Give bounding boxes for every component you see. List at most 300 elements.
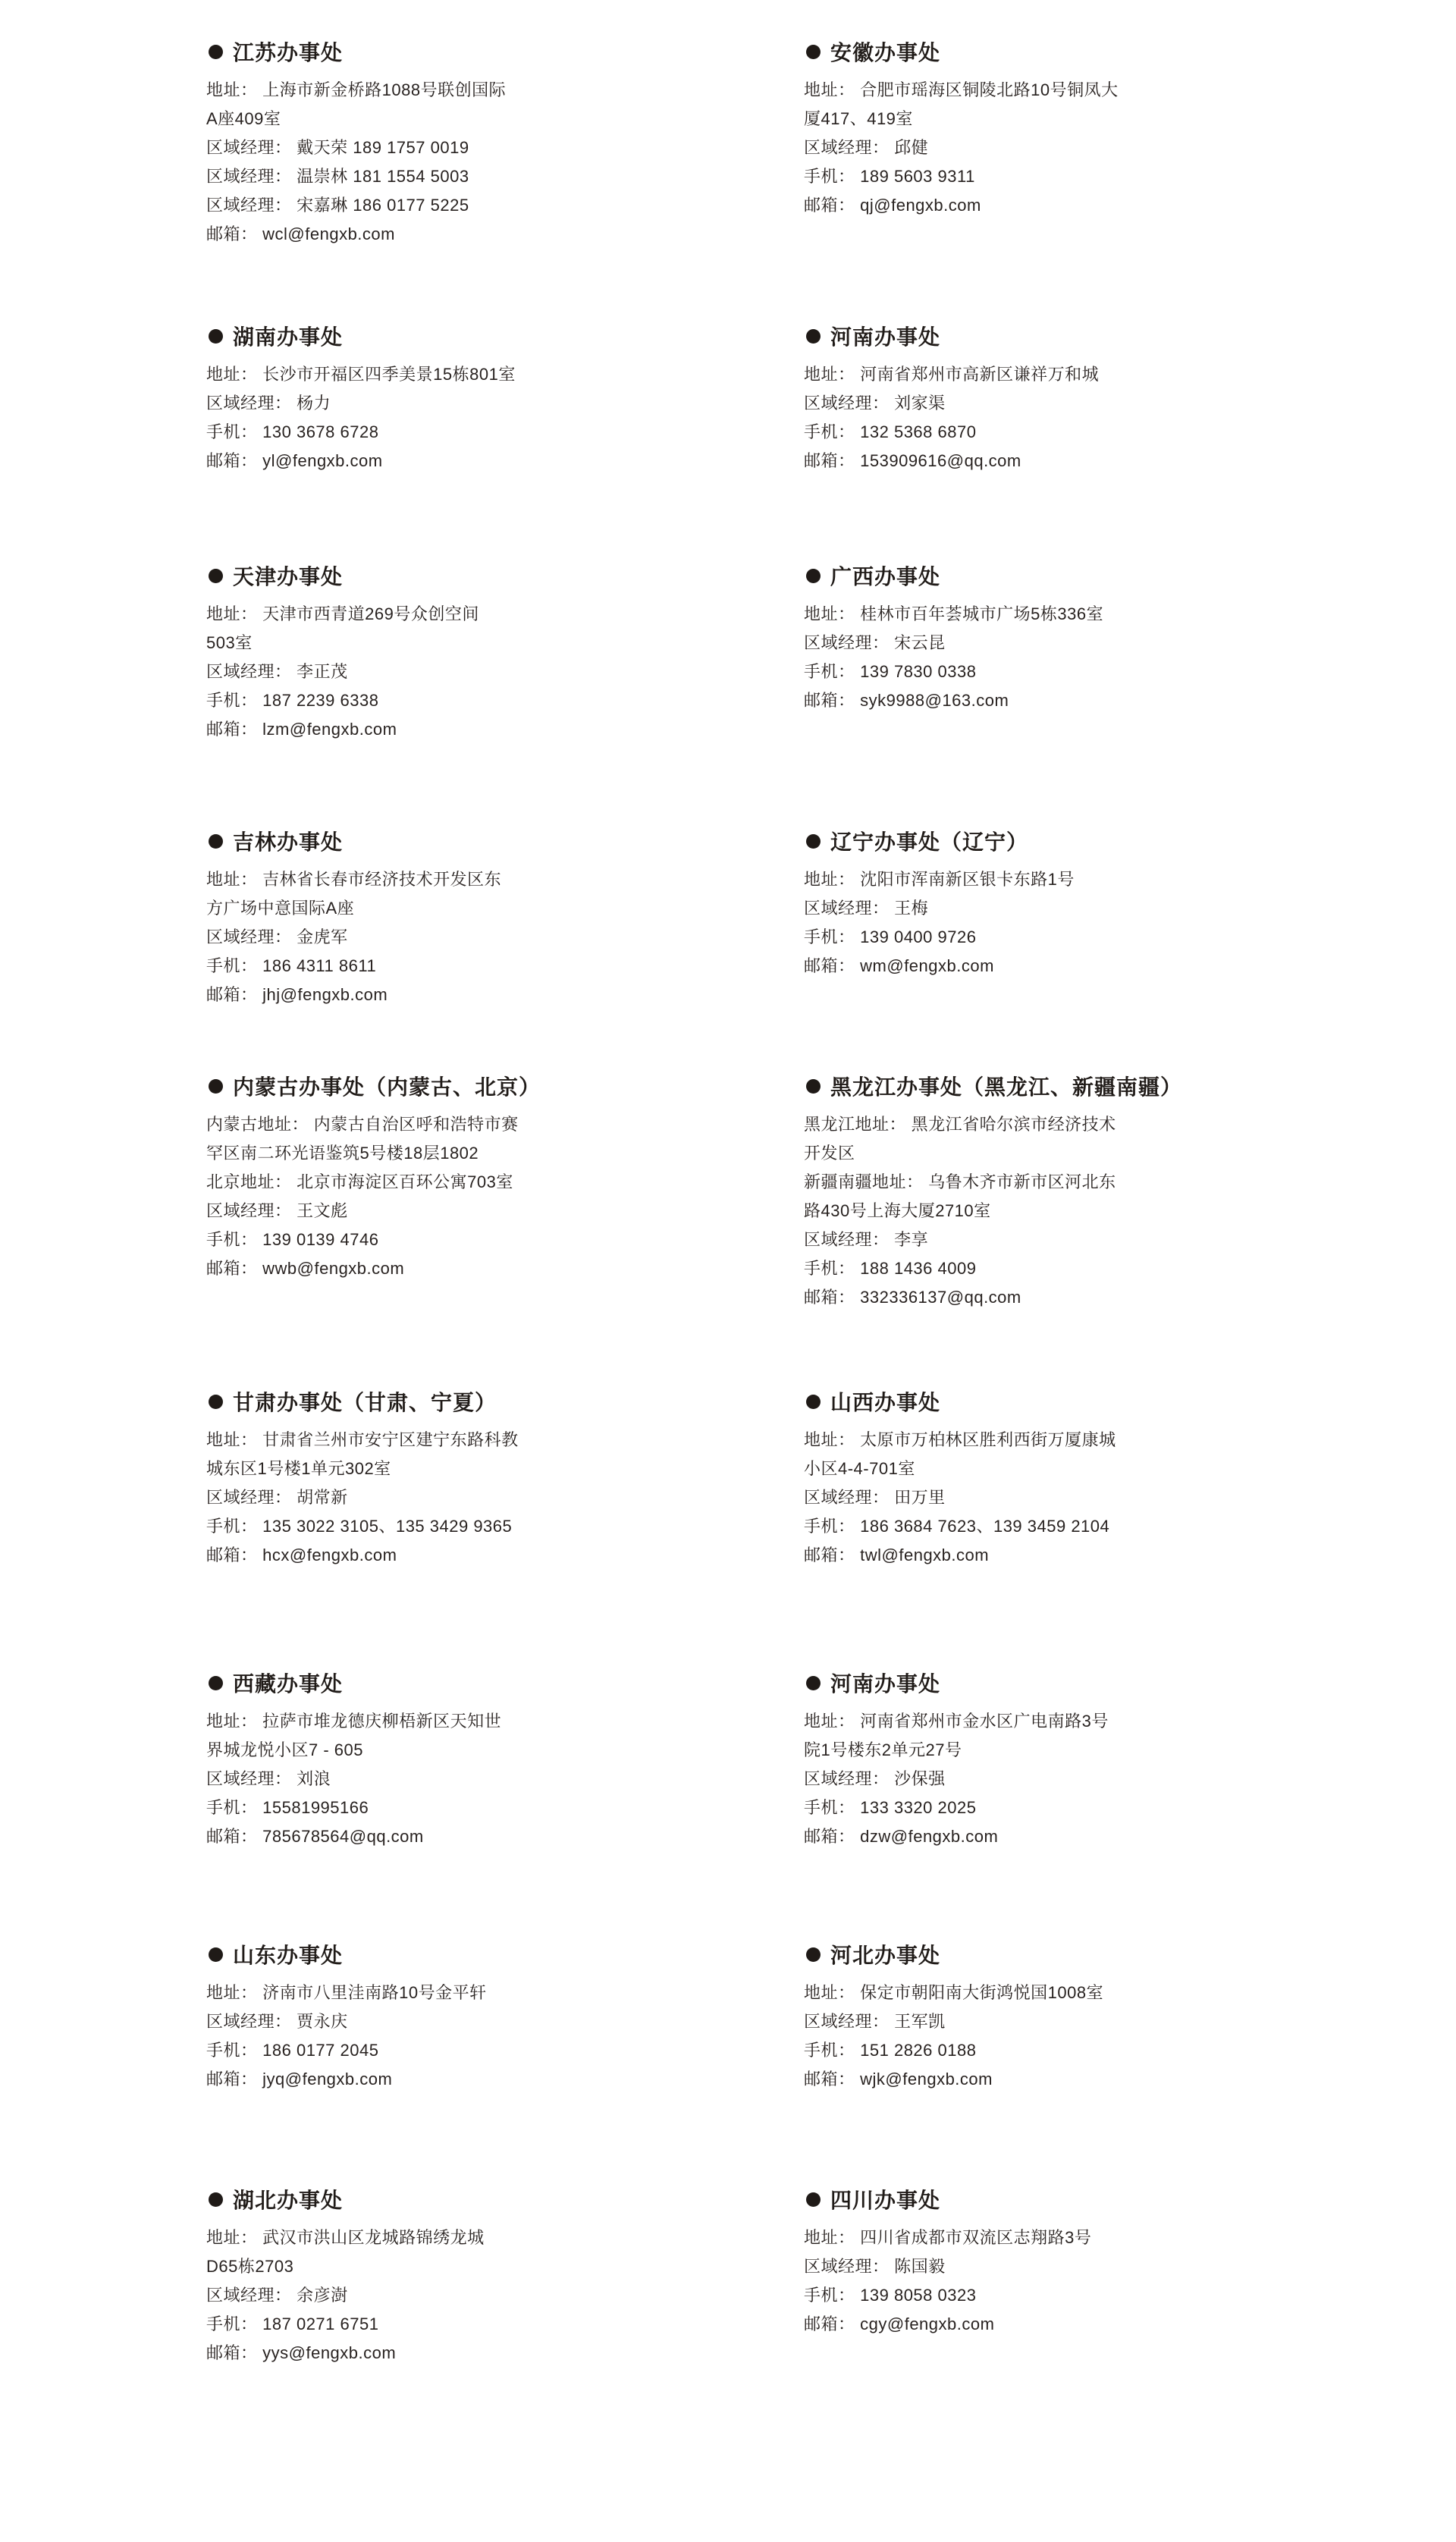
field-value: dzw@fengxb.com (860, 1827, 999, 1846)
field-label: 邮箱： (206, 1546, 258, 1564)
office-detail-line (206, 629, 676, 657)
office-name: 山东办事处 (233, 1944, 344, 1967)
office-detail-line (206, 600, 676, 629)
field-label: 区域经理： (206, 927, 292, 946)
field-value: 界城龙悦小区7 - 605 (206, 1740, 363, 1759)
office-title (804, 1386, 1274, 1417)
office-title (804, 36, 1274, 67)
office-detail-line (206, 76, 676, 105)
office-title (206, 1668, 676, 1698)
office-block (804, 1939, 1274, 2094)
field-label: 手机： (804, 1259, 855, 1278)
field-value: 开发区 (804, 1144, 855, 1163)
office-detail-line (804, 865, 1274, 894)
bullet-icon (806, 1079, 821, 1094)
field-value: 保定市朝阳南大街鸿悦国1008室 (860, 1983, 1104, 2002)
office-title (206, 1071, 676, 1101)
field-value: 长沙市开福区四季美景15栋801室 (262, 365, 516, 384)
field-value: 甘肃省兰州市安宁区建宁东路科教 (262, 1430, 519, 1449)
field-label: 区域经理： (804, 2257, 890, 2276)
office-detail-line (206, 1979, 676, 2007)
office-detail-line (206, 2339, 676, 2368)
field-value: wm@fengxb.com (860, 956, 994, 975)
field-label: 地址： (804, 1983, 855, 2002)
field-value: 河南省郑州市高新区谦祥万和城 (860, 365, 1100, 384)
office-name: 河南办事处 (830, 325, 941, 349)
field-value: 杨力 (297, 394, 331, 413)
office-detail-line (804, 894, 1274, 923)
office-detail-line (804, 657, 1274, 686)
field-value: 15581995166 (262, 1798, 369, 1817)
field-label: 手机： (206, 2314, 258, 2333)
field-label: 手机： (206, 1517, 258, 1536)
office-detail-line (804, 1483, 1274, 1512)
office-name: 吉林办事处 (233, 830, 344, 854)
office-detail-line (206, 2252, 676, 2281)
office-name: 西藏办事处 (233, 1672, 344, 1696)
field-value: 济南市八里洼南路10号金平轩 (262, 1983, 487, 2002)
field-label: 区域经理： (206, 167, 292, 186)
field-label: 手机： (804, 2041, 855, 2060)
field-label: 邮箱： (804, 2070, 855, 2089)
field-label: 区域经理： (206, 1201, 292, 1220)
field-value: qj@fengxb.com (860, 196, 981, 215)
office-name: 江苏办事处 (233, 41, 344, 64)
field-label: 邮箱： (804, 1288, 855, 1307)
field-label: 地址： (206, 1712, 258, 1731)
field-label: 邮箱： (206, 224, 258, 243)
office-name: 山西办事处 (830, 1391, 941, 1414)
office-detail-line (206, 389, 676, 418)
bullet-icon (806, 1395, 821, 1409)
field-value: 187 2239 6338 (262, 691, 379, 710)
office-block (206, 2184, 676, 2368)
field-value: 133 3320 2025 (860, 1798, 977, 1817)
office-detail-line (206, 2281, 676, 2310)
office-detail-line (804, 2223, 1274, 2252)
field-value: 小区4-4-701室 (804, 1459, 915, 1478)
field-label: 地址： (804, 1430, 855, 1449)
office-detail-line (206, 2065, 676, 2094)
office-name: 河北办事处 (830, 1944, 941, 1967)
field-label: 手机： (206, 1230, 258, 1249)
field-value: 戴天荣 189 1757 0019 (297, 138, 469, 157)
bullet-icon (806, 329, 821, 344)
office-block (804, 2184, 1274, 2339)
field-label: 北京地址： (206, 1172, 292, 1191)
office-detail-line (804, 629, 1274, 657)
office-detail-line (206, 1512, 676, 1541)
field-value: 方广场中意国际A座 (206, 899, 355, 918)
field-label: 地址： (804, 365, 855, 384)
office-name: 广西办事处 (830, 565, 941, 588)
field-value: 沈阳市浑南新区银卡东路1号 (860, 870, 1075, 889)
office-block (804, 1071, 1274, 1312)
field-value: 139 8058 0323 (860, 2286, 977, 2305)
field-label: 邮箱： (206, 1259, 258, 1278)
field-label: 区域经理： (804, 2012, 890, 2031)
office-detail-line (804, 1225, 1274, 1254)
field-label: 邮箱： (206, 451, 258, 470)
field-label: 手机： (804, 1798, 855, 1817)
field-value: 邱健 (894, 138, 929, 157)
field-value: 186 0177 2045 (262, 2041, 379, 2060)
office-detail-line (206, 1455, 676, 1483)
field-value: 李享 (894, 1230, 929, 1249)
field-value: 188 1436 4009 (860, 1259, 977, 1278)
office-detail-line (206, 981, 676, 1009)
office-detail-line (206, 1254, 676, 1283)
office-detail-line (804, 952, 1274, 981)
office-detail-line (206, 162, 676, 191)
office-name: 内蒙古办事处（内蒙古、北京） (233, 1075, 541, 1099)
office-block (804, 826, 1274, 981)
field-label: 区域经理： (804, 1230, 890, 1249)
field-value: 温崇林 181 1554 5003 (297, 167, 469, 186)
office-detail-line (206, 2223, 676, 2252)
office-detail-line (804, 1455, 1274, 1483)
field-label: 邮箱： (804, 196, 855, 215)
field-label: 黑龙江地址： (804, 1115, 907, 1134)
bullet-icon (806, 45, 821, 59)
office-detail-line (206, 1794, 676, 1822)
field-value: lzm@fengxb.com (262, 720, 397, 739)
field-label: 区域经理： (804, 633, 890, 652)
office-title (804, 1939, 1274, 1969)
field-value: 189 5603 9311 (860, 167, 975, 186)
field-label: 地址： (804, 80, 855, 99)
field-value: hcx@fengxb.com (262, 1546, 397, 1564)
field-value: yys@fengxb.com (262, 2343, 397, 2362)
office-detail-line (206, 2036, 676, 2065)
office-detail-line (206, 105, 676, 133)
bullet-icon (209, 329, 223, 344)
office-detail-line (206, 1541, 676, 1570)
bullet-icon (209, 1947, 223, 1962)
office-detail-line (804, 686, 1274, 715)
field-value: 503室 (206, 633, 253, 652)
office-detail-line (804, 1254, 1274, 1283)
office-detail-line (804, 2007, 1274, 2036)
field-value: 胡常新 (297, 1488, 348, 1507)
field-label: 手机： (206, 422, 258, 441)
office-title (206, 1939, 676, 1969)
field-value: 拉萨市堆龙德庆柳梧新区天知世 (262, 1712, 502, 1731)
field-label: 手机： (206, 1798, 258, 1817)
field-label: 手机： (804, 2286, 855, 2305)
field-value: D65栋2703 (206, 2257, 294, 2276)
office-detail-line (804, 1197, 1274, 1225)
bullet-icon (209, 2192, 223, 2207)
office-detail-line (206, 1736, 676, 1765)
field-value: 132 5368 6870 (860, 422, 977, 441)
field-value: 北京市海淀区百环公寓703室 (297, 1172, 513, 1191)
office-name: 河南办事处 (830, 1672, 941, 1696)
office-block (206, 1386, 676, 1570)
bullet-icon (806, 2192, 821, 2207)
office-block (206, 1939, 676, 2094)
field-label: 地址： (206, 870, 258, 889)
office-detail-line (804, 1426, 1274, 1455)
office-name: 辽宁办事处（辽宁） (830, 830, 1029, 854)
field-label: 邮箱： (804, 2314, 855, 2333)
office-detail-line (804, 2310, 1274, 2339)
office-name: 湖南办事处 (233, 325, 344, 349)
field-value: 785678564@qq.com (262, 1827, 424, 1846)
field-value: 上海市新金桥路1088号联创国际 (262, 80, 507, 99)
field-label: 区域经理： (804, 138, 890, 157)
office-block (804, 36, 1274, 220)
office-title (206, 560, 676, 591)
field-value: 宋嘉琳 186 0177 5225 (297, 196, 469, 215)
office-detail-line (206, 133, 676, 162)
field-value: wwb@fengxb.com (262, 1259, 405, 1278)
field-label: 邮箱： (206, 2343, 258, 2362)
field-value: 李正茂 (297, 662, 348, 681)
office-title (804, 1668, 1274, 1698)
office-detail-line (206, 1707, 676, 1736)
field-value: 139 0139 4746 (262, 1230, 379, 1249)
field-label: 区域经理： (804, 899, 890, 918)
office-detail-line (804, 76, 1274, 105)
office-title (804, 826, 1274, 856)
field-label: 邮箱： (804, 691, 855, 710)
field-value: 王梅 (894, 899, 929, 918)
field-value: 太原市万柏林区胜利西街万厦康城 (860, 1430, 1116, 1449)
office-title (206, 36, 676, 67)
office-block (206, 826, 676, 1009)
office-title (206, 321, 676, 351)
field-value: 桂林市百年荟城市广场5栋336室 (860, 604, 1104, 623)
field-value: 刘浪 (297, 1769, 331, 1788)
field-label: 手机： (804, 1517, 855, 1536)
office-detail-line (206, 2310, 676, 2339)
office-title (804, 1071, 1274, 1101)
field-label: 区域经理： (206, 662, 292, 681)
office-detail-line (206, 865, 676, 894)
field-value: wcl@fengxb.com (262, 224, 395, 243)
office-title (206, 2184, 676, 2214)
office-name: 湖北办事处 (233, 2189, 344, 2212)
bullet-icon (209, 1395, 223, 1409)
field-value: 贾永庆 (297, 2012, 348, 2031)
field-value: 186 4311 8611 (262, 956, 377, 975)
office-detail-line (804, 447, 1274, 475)
field-label: 区域经理： (206, 1769, 292, 1788)
field-label: 地址： (804, 870, 855, 889)
field-value: syk9988@163.com (860, 691, 1009, 710)
office-block (206, 1071, 676, 1283)
office-detail-line (206, 952, 676, 981)
office-detail-line (804, 191, 1274, 220)
field-value: 王军凯 (894, 2012, 946, 2031)
office-detail-line (206, 1197, 676, 1225)
office-detail-line (206, 447, 676, 475)
field-label: 区域经理： (206, 2012, 292, 2031)
office-name: 甘肃办事处（甘肃、宁夏） (233, 1391, 497, 1414)
field-value: 332336137@qq.com (860, 1288, 1021, 1307)
office-detail-line (804, 1110, 1274, 1139)
field-value: 城东区1号楼1单元302室 (206, 1459, 391, 1478)
office-detail-line (804, 162, 1274, 191)
office-detail-line (206, 1168, 676, 1197)
field-label: 手机： (206, 691, 258, 710)
office-name: 四川办事处 (830, 2189, 941, 2212)
field-label: 地址： (206, 80, 258, 99)
field-value: jyq@fengxb.com (262, 2070, 393, 2089)
field-label: 区域经理： (804, 394, 890, 413)
field-value: 四川省成都市双流区志翔路3号 (860, 2228, 1092, 2247)
field-value: A座409室 (206, 109, 281, 128)
office-detail-line (804, 600, 1274, 629)
field-value: 130 3678 6728 (262, 422, 379, 441)
field-label: 邮箱： (804, 1546, 855, 1564)
field-value: 151 2826 0188 (860, 2041, 977, 2060)
field-label: 地址： (206, 2228, 258, 2247)
bullet-icon (806, 1947, 821, 1962)
field-label: 手机： (804, 167, 855, 186)
field-value: 陈国毅 (894, 2257, 946, 2276)
office-detail-line (804, 1283, 1274, 1312)
field-label: 地址： (206, 1983, 258, 2002)
field-label: 地址： (206, 1430, 258, 1449)
field-value: 路430号上海大厦2710室 (804, 1201, 991, 1220)
office-detail-line (804, 2065, 1274, 2094)
office-detail-line (206, 1225, 676, 1254)
office-block (206, 36, 676, 249)
office-block (804, 1668, 1274, 1851)
office-detail-line (206, 1483, 676, 1512)
field-value: 罕区南二环光语鉴筑5号楼18层1802 (206, 1144, 479, 1163)
field-value: 黑龙江省哈尔滨市经济技术 (911, 1115, 1116, 1134)
field-value: 刘家渠 (894, 394, 946, 413)
office-title (804, 2184, 1274, 2214)
field-value: 吉林省长春市经济技术开发区东 (262, 870, 502, 889)
office-detail-line (804, 1822, 1274, 1851)
field-value: 金虎军 (297, 927, 348, 946)
field-value: 合肥市瑶海区铜陵北路10号铜凤大 (860, 80, 1119, 99)
bullet-icon (806, 834, 821, 849)
bullet-icon (209, 45, 223, 59)
field-label: 区域经理： (804, 1488, 890, 1507)
field-value: 河南省郑州市金水区广电南路3号 (860, 1712, 1109, 1731)
field-label: 邮箱： (804, 956, 855, 975)
field-value: 内蒙古自治区呼和浩特市赛 (313, 1115, 519, 1134)
bullet-icon (209, 1676, 223, 1690)
field-value: 135 3022 3105、135 3429 9365 (262, 1517, 513, 1536)
office-detail-line (206, 1822, 676, 1851)
field-label: 地址： (206, 604, 258, 623)
office-block (206, 560, 676, 744)
office-detail-line (804, 1794, 1274, 1822)
field-value: jhj@fengxb.com (262, 985, 388, 1004)
office-detail-line (206, 923, 676, 952)
field-value: twl@fengxb.com (860, 1546, 990, 1564)
office-detail-line (206, 360, 676, 389)
office-detail-line (804, 1736, 1274, 1765)
field-label: 地址： (804, 2228, 855, 2247)
field-label: 区域经理： (206, 1488, 292, 1507)
bullet-icon (806, 1676, 821, 1690)
field-value: 139 0400 9726 (860, 927, 977, 946)
field-value: 田万里 (894, 1488, 946, 1507)
office-title (206, 1386, 676, 1417)
office-detail-line (804, 1707, 1274, 1736)
office-detail-line (206, 2007, 676, 2036)
field-value: 153909616@qq.com (860, 451, 1021, 470)
bullet-icon (209, 834, 223, 849)
office-block (206, 1668, 676, 1851)
office-detail-line (804, 1168, 1274, 1197)
field-label: 邮箱： (206, 720, 258, 739)
bullet-icon (209, 1079, 223, 1094)
field-value: 王文彪 (297, 1201, 348, 1220)
field-label: 区域经理： (206, 2286, 292, 2305)
office-detail-line (206, 1765, 676, 1794)
office-detail-line (804, 2252, 1274, 2281)
office-detail-line (206, 418, 676, 447)
office-detail-line (804, 1512, 1274, 1541)
office-detail-line (206, 220, 676, 249)
field-label: 邮箱： (206, 1827, 258, 1846)
office-block (206, 321, 676, 475)
field-value: 139 7830 0338 (860, 662, 977, 681)
office-name: 天津办事处 (233, 565, 344, 588)
field-label: 内蒙古地址： (206, 1115, 309, 1134)
field-value: 余彦澍 (297, 2286, 348, 2305)
bullet-icon (209, 569, 223, 583)
field-label: 手机： (804, 422, 855, 441)
field-value: 宋云昆 (894, 633, 946, 652)
office-detail-line (804, 2281, 1274, 2310)
office-title (206, 826, 676, 856)
bullet-icon (806, 569, 821, 583)
field-value: 院1号楼东2单元27号 (804, 1740, 962, 1759)
field-value: 乌鲁木齐市新市区河北东 (928, 1172, 1116, 1191)
field-label: 地址： (206, 365, 258, 384)
office-detail-line (206, 1139, 676, 1168)
field-label: 区域经理： (206, 394, 292, 413)
field-value: 186 3684 7623、139 3459 2104 (860, 1517, 1110, 1536)
office-detail-line (804, 133, 1274, 162)
field-label: 手机： (206, 956, 258, 975)
office-title (804, 560, 1274, 591)
office-name: 黑龙江办事处（黑龙江、新疆南疆） (830, 1075, 1183, 1099)
office-detail-line (804, 1765, 1274, 1794)
office-detail-line (804, 1139, 1274, 1168)
office-detail-line (206, 1110, 676, 1139)
field-label: 邮箱： (804, 451, 855, 470)
office-block (804, 560, 1274, 715)
office-title (804, 321, 1274, 351)
office-detail-line (206, 894, 676, 923)
office-detail-line (206, 1426, 676, 1455)
office-detail-line (206, 191, 676, 220)
field-value: wjk@fengxb.com (860, 2070, 993, 2089)
field-label: 区域经理： (206, 138, 292, 157)
office-detail-line (206, 715, 676, 744)
field-label: 区域经理： (804, 1769, 890, 1788)
office-detail-line (804, 360, 1274, 389)
office-detail-line (804, 389, 1274, 418)
field-value: cgy@fengxb.com (860, 2314, 995, 2333)
field-value: 武汉市洪山区龙城路锦绣龙城 (262, 2228, 485, 2247)
field-label: 邮箱： (206, 2070, 258, 2089)
office-detail-line (804, 418, 1274, 447)
office-detail-line (206, 686, 676, 715)
field-label: 地址： (804, 604, 855, 623)
field-value: 天津市西青道269号众创空间 (262, 604, 479, 623)
